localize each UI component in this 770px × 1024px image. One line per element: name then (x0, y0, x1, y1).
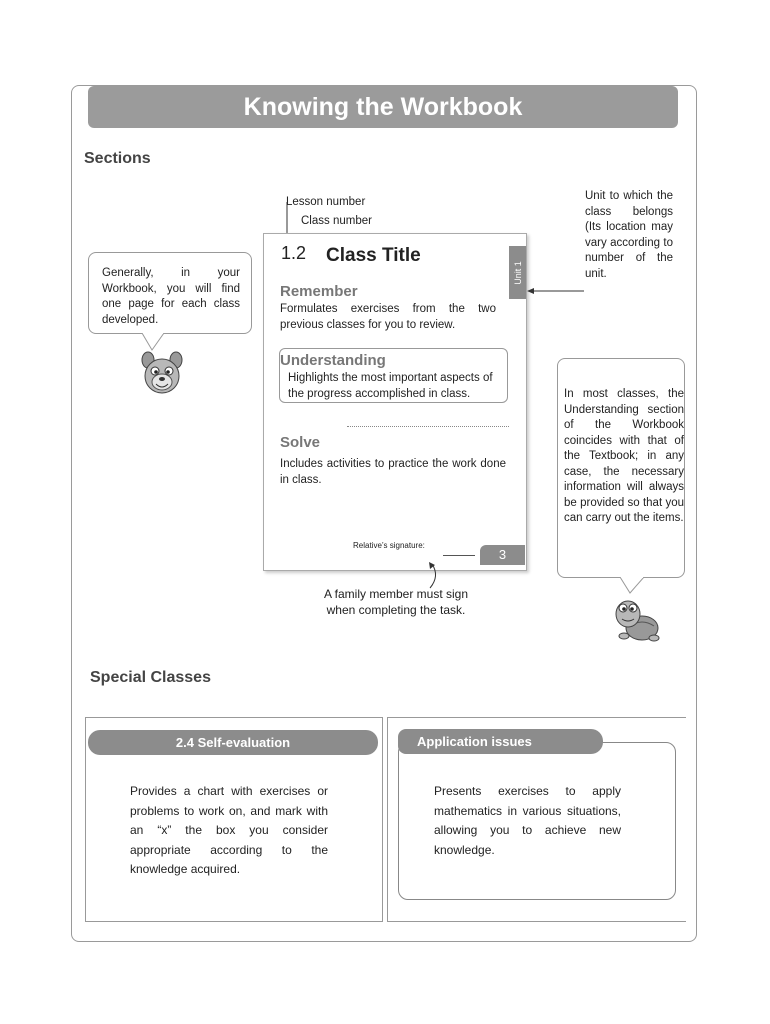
unit-tab (509, 246, 526, 299)
class-title: Class Title (326, 245, 421, 266)
self-evaluation-header: 2.4 Self-evaluation (88, 730, 378, 755)
page-number: 3 (480, 545, 525, 565)
remember-title: Remember (280, 283, 358, 300)
left-bubble-text: Generally, in your Workbook, you will find one page for each class developed. (102, 267, 240, 326)
class-number-label: Class number (301, 215, 372, 227)
lesson-number: 1.2 (281, 243, 307, 263)
family-note: A family member must sign when completing the task. (323, 587, 469, 617)
solve-title: Solve (280, 434, 321, 451)
right-speech-bubble (557, 358, 685, 578)
squirrel-mascot-icon (140, 350, 184, 396)
unit-note: Unit to which the class belongs (Its location may vary according to number of the unit. (585, 190, 673, 280)
signature-line (443, 555, 475, 556)
understanding-title: Understanding (280, 352, 386, 369)
self-evaluation-text: Provides a chart with exercises or problems to work on, and mark with an “x” the box you consider appropriate according to the knowledge acquired. (130, 784, 328, 876)
special-classes-heading: Special Classes (90, 669, 211, 686)
dotted-divider (347, 426, 509, 427)
sections-heading: Sections (84, 150, 151, 167)
remember-text: Formulates exercises from the two previous classes for you to review. (280, 303, 496, 331)
understanding-text: Highlights the most important aspects of the progress accomplished in class. (288, 372, 493, 400)
turtle-mascot-icon (610, 592, 662, 644)
application-issues-header: Application issues (398, 729, 603, 754)
signature-label: Relative’s signature: (353, 541, 425, 550)
solve-text: Includes activities to practice the work done in class. (280, 458, 506, 486)
right-bubble-text: In most classes, the Understanding section of the Workbook coincides with that of the Textbook; in any case, the necessary information will always be provided so that you can carry out the items. (564, 388, 684, 524)
unit-tab-label: Unit 1 (512, 260, 523, 285)
unit-arrow (526, 284, 586, 298)
application-issues-text: Presents exercises to apply mathematics in various situations, allowing you to achieve new knowledge. (434, 784, 621, 857)
page-title: Knowing the Workbook (88, 86, 678, 128)
left-speech-bubble (88, 252, 252, 334)
lesson-number-label: Lesson number (286, 196, 366, 208)
